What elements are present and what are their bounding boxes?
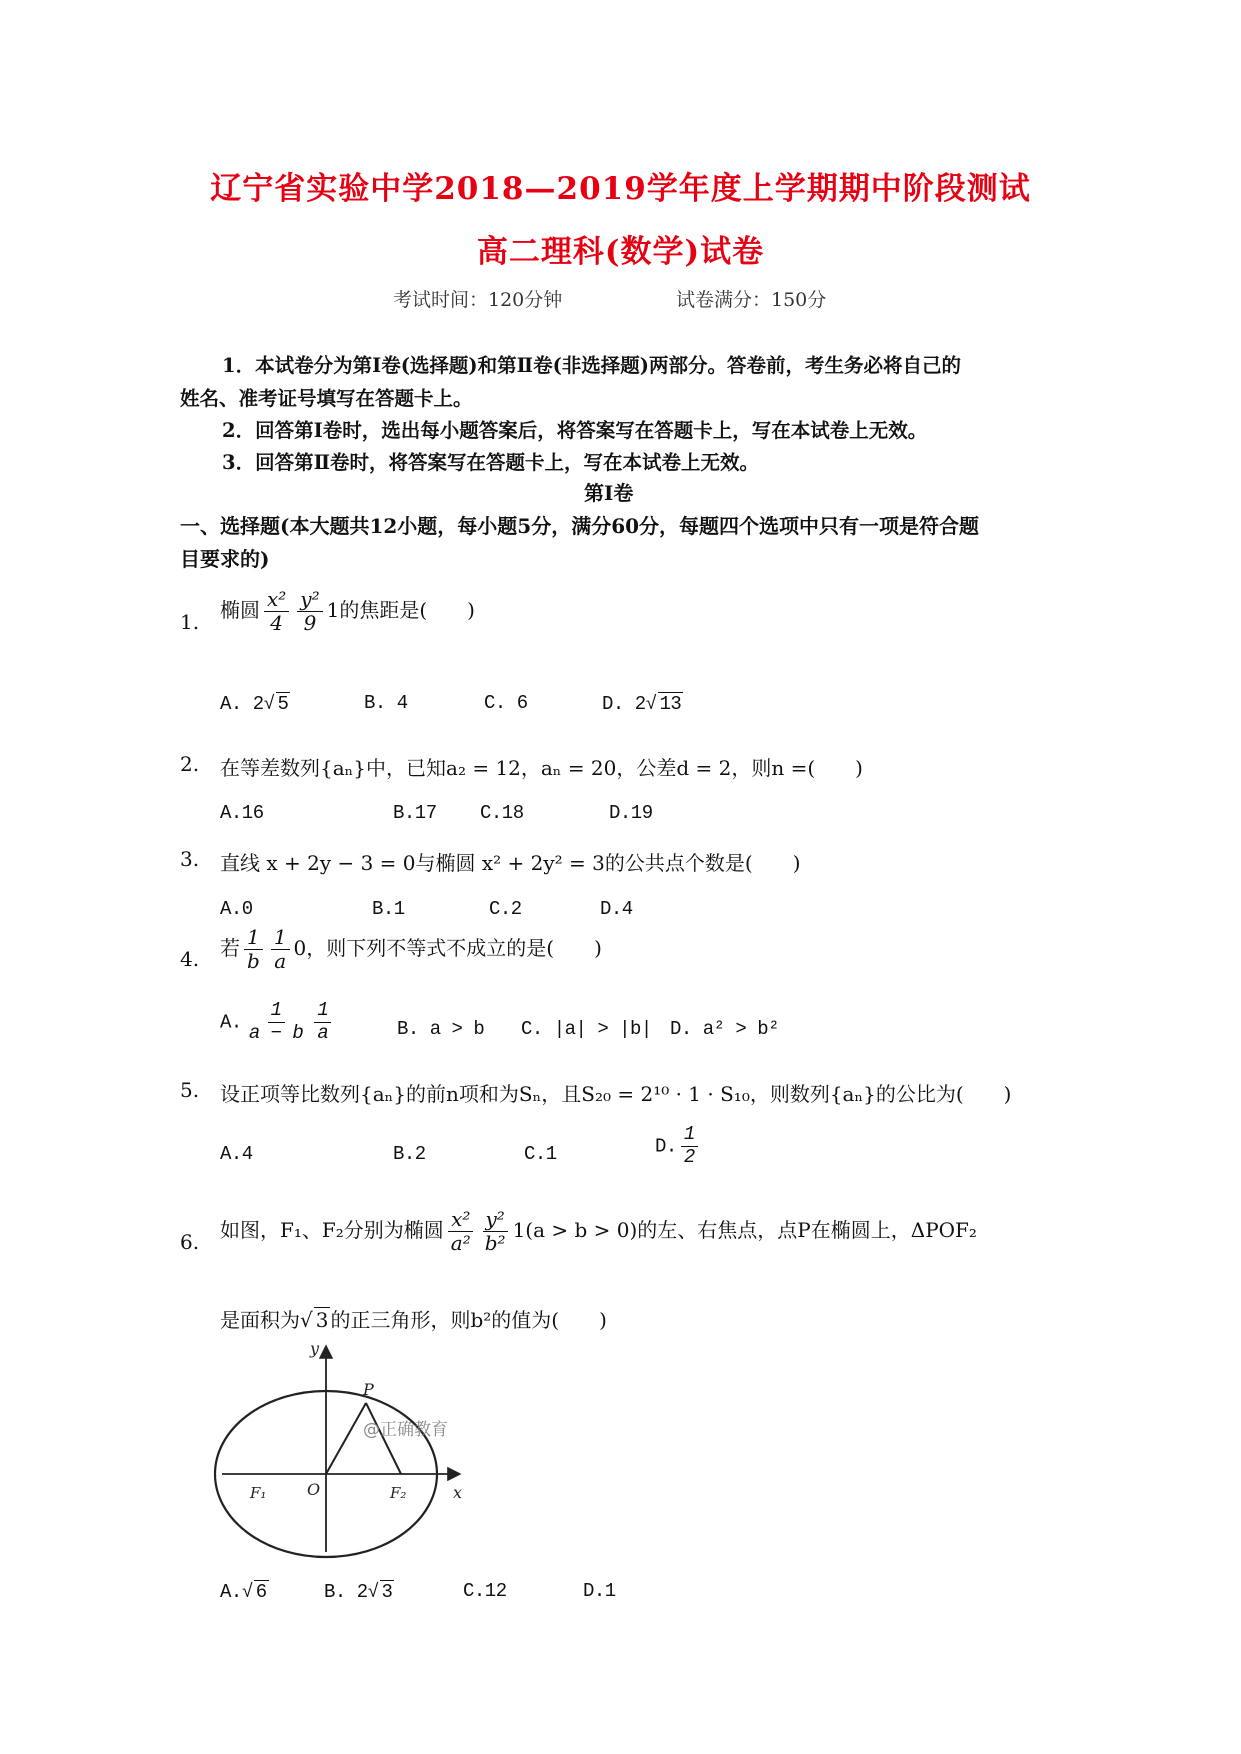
q4-option-a-frac1 <box>246 1000 307 1045</box>
focus-f2-label: F₂ <box>390 1484 407 1502</box>
origin-label: O <box>307 1480 321 1499</box>
y-axis-label: y <box>310 1340 320 1358</box>
notice-3: 3．回答第Ⅱ卷时，将答案写在答题卡上，写在本试卷上无效。 <box>222 451 760 474</box>
section-heading: 一、选择题(本大题共12小题，每小题5分，满分60分，每题四个选项中只有一项是符合题 <box>180 514 980 538</box>
q1-fraction-y <box>297 588 322 635</box>
q5-option-d-frac <box>681 1124 698 1169</box>
q6-option-c: C.12 <box>463 1580 507 1602</box>
question-number: 2. <box>180 752 200 776</box>
q2-option-c: C.18 <box>480 802 524 824</box>
q6-line2-radicand: 3 <box>315 1308 329 1332</box>
q5-option-a: A.4 <box>220 1143 253 1165</box>
q4-frac-bot: a <box>274 949 287 973</box>
q6-line2-pre: 是面积为 <box>220 1308 300 1332</box>
question-6-text <box>220 1208 977 1255</box>
q1-option-d: D. 2√ 13 <box>602 693 682 715</box>
question-2-text: 在等差数列{aₙ}中，已知a₂ = 12，aₙ = 20，公差d = 2，则n =( ) <box>220 756 863 780</box>
q2-option-b: B.17 <box>393 802 437 824</box>
q4-option-a-label: A. <box>220 1011 242 1034</box>
q4-post: 0，则下列不等式不成立的是( ) <box>293 936 602 960</box>
q1-post: 1的焦距是( ) <box>326 598 475 622</box>
q4-frac-bot: a − b <box>248 1021 304 1044</box>
q4-frac-top: 1 <box>268 1000 285 1023</box>
q4-option-b: B. a > b <box>397 1018 485 1040</box>
q6-option-a-radicand: 6 <box>255 1581 267 1603</box>
q6-option-b: B. 2√ 3 <box>324 1581 393 1603</box>
q1-option-a: A. 2√ 5 <box>220 693 289 715</box>
question-number: 5. <box>180 1078 200 1102</box>
q3-option-c: C.2 <box>489 898 522 920</box>
q4-option-c: C. |a| > |b| <box>521 1018 652 1040</box>
q1-option-d-radicand: 13 <box>659 693 682 715</box>
question-1-text <box>220 588 475 635</box>
q6-frac-bot: b² <box>484 1231 506 1255</box>
question-number: 1. <box>180 610 200 634</box>
q4-frac-top: 1 <box>271 926 290 950</box>
watermark-text: @正确教育 <box>363 1420 448 1440</box>
question-number: 6. <box>180 1230 200 1254</box>
q6-option-d: D.1 <box>583 1580 616 1602</box>
q4-fraction-b <box>244 926 263 973</box>
q6-line2-post: 的正三角形，则b²的值为( ) <box>330 1308 607 1332</box>
q5-option-c: C.1 <box>524 1143 557 1165</box>
q4-frac-bot: b <box>247 949 260 973</box>
q5-frac-top: 1 <box>681 1124 698 1147</box>
q1-frac-top: x² <box>264 588 289 612</box>
notice-1-cont: 姓名、准考证号填写在答题卡上。 <box>180 387 473 410</box>
section-heading-cont: 目要求的) <box>180 547 270 571</box>
question-number: 4. <box>180 947 200 971</box>
full-score: 试卷满分：150分 <box>676 289 827 311</box>
question-number: 3. <box>180 847 200 871</box>
q1-option-b: B. 4 <box>364 692 408 714</box>
q6-pre: 如图，F₁、F₂分别为椭圆 <box>220 1218 444 1242</box>
question-4-text <box>220 926 602 973</box>
q4-option-d: D. a² > b² <box>670 1018 780 1040</box>
q6-frac-bot: a² <box>450 1231 471 1255</box>
q6-option-b-radicand: 3 <box>381 1581 393 1603</box>
q2-option-d: D.19 <box>609 802 653 824</box>
q5-option-d-label: D. <box>655 1135 677 1158</box>
q6-option-a: A.√ 6 <box>220 1581 267 1603</box>
x-axis-label: x <box>453 1483 463 1502</box>
q1-option-c: C. 6 <box>484 692 528 714</box>
question-6-text-cont: 是面积为√ 3 的正三角形，则b²的值为( ) <box>220 1308 607 1332</box>
q6-frac-top: x² <box>448 1208 473 1232</box>
exam-time: 考试时间：120分钟 <box>393 289 563 311</box>
question-3-text: 直线 x + 2y − 3 = 0与椭圆 x² + 2y² = 3的公共点个数是( ) <box>220 851 801 875</box>
q5-option-b: B.2 <box>393 1143 426 1165</box>
q5-option-d <box>655 1124 702 1169</box>
q4-fraction-a <box>271 926 290 973</box>
ellipse-figure <box>210 1340 470 1560</box>
part-title: 第Ⅰ卷 <box>584 481 634 505</box>
q6-frac-top: y² <box>483 1208 508 1232</box>
q4-frac-top: 1 <box>314 1000 331 1023</box>
q6-fraction-x <box>448 1208 474 1255</box>
q1-frac-bot: 4 <box>270 611 284 635</box>
q1-frac-bot: 9 <box>303 611 317 635</box>
q4-frac-top: 1 <box>244 926 263 950</box>
q6-fraction-y <box>482 1208 509 1255</box>
exam-title: 辽宁省实验中学2018—2019学年度上学期期中阶段测试 <box>210 171 1031 207</box>
q1-pre: 椭圆 <box>220 598 260 622</box>
q4-frac-bot: a <box>317 1021 329 1044</box>
q4-option-a-frac2 <box>314 1000 331 1045</box>
q1-option-a-label: A. 2 <box>220 693 264 715</box>
segment-OP <box>326 1403 366 1474</box>
q1-fraction-x <box>264 588 289 635</box>
exam-subtitle: 高二理科(数学)试卷 <box>476 234 765 270</box>
q6-option-a-label: A. <box>220 1581 242 1603</box>
q6-post: 1(a > b > 0)的左、右焦点，点P在椭圆上，ΔPOF₂ <box>512 1218 977 1242</box>
q3-option-d: D.4 <box>600 898 633 920</box>
question-5-text: 设正项等比数列{aₙ}的前n项和为Sₙ，且S₂₀ = 2¹⁰ · 1 · S₁₀，则数列{aₙ}的公比为( ) <box>220 1082 1012 1106</box>
focus-f1-label: F₁ <box>250 1484 267 1502</box>
notice-2: 2．回答第Ⅰ卷时，选出每小题答案后，将答案写在答题卡上，写在本试卷上无效。 <box>222 419 928 442</box>
q4-pre: 若 <box>220 936 240 960</box>
q3-option-b: B.1 <box>372 898 405 920</box>
q4-option-a <box>220 1000 335 1045</box>
q3-option-a: A.0 <box>220 898 253 920</box>
q5-frac-bot: 2 <box>683 1145 695 1168</box>
q6-option-b-label: B. 2 <box>324 1581 368 1603</box>
notice-1: 1．本试卷分为第Ⅰ卷(选择题)和第Ⅱ卷(非选择题)两部分。答卷前，考生务必将自己的 <box>222 354 962 377</box>
q1-option-a-radicand: 5 <box>277 693 289 715</box>
q1-option-d-label: D. 2 <box>602 693 646 715</box>
point-p-label: P <box>363 1380 374 1399</box>
q2-option-a: A.16 <box>220 802 264 824</box>
q1-frac-top: y² <box>297 588 322 612</box>
